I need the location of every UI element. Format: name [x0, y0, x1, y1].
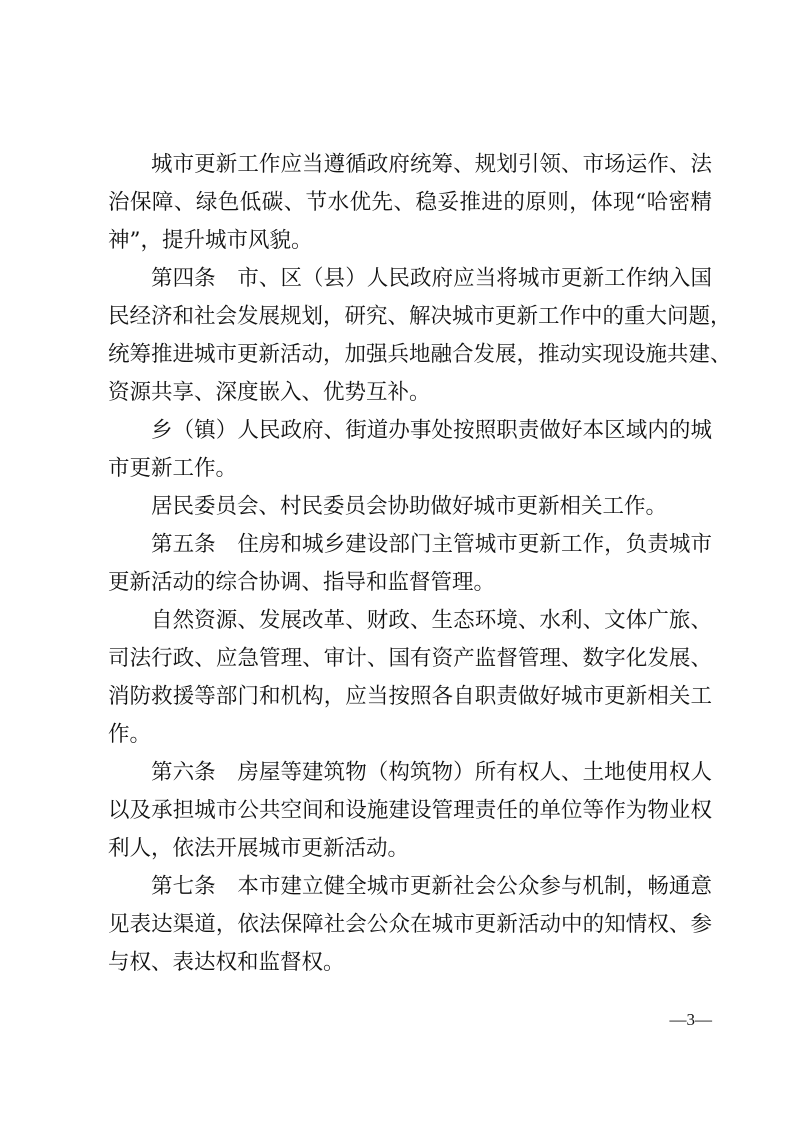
text-line: 与权、表达权和监督权。: [108, 950, 345, 975]
text-line: 第六条 房屋等建筑物（构筑物）所有权人、土地使用权人: [151, 760, 712, 785]
text-line: 第七条 本市建立健全城市更新社会公众参与机制，畅通意: [151, 874, 712, 899]
text-line: 作。: [108, 722, 152, 747]
text-line: 治保障、绿色低碳、节水优先、稳妥推进的原则，体现“哈密精: [108, 190, 712, 215]
paragraph: [108, 146, 712, 260]
paragraph: [108, 868, 712, 982]
text-line: 民经济和社会发展规划，研究、解决城市更新工作中的重大问题，: [108, 304, 732, 329]
document-body: [108, 146, 732, 982]
text-line: 第五条 住房和城乡建设部门主管城市更新工作，负责城市: [151, 532, 712, 557]
page-number: —3—: [669, 1010, 712, 1029]
text-line: 居民委员会、村民委员会协助做好城市更新相关工作。: [151, 494, 668, 519]
text-line: 资源共享、深度嵌入、优势互补。: [108, 380, 431, 405]
text-line: 城市更新工作应当遵循政府统筹、规划引领、市场运作、法: [151, 152, 712, 177]
paragraph: [108, 754, 712, 868]
text-line: 更新活动的综合协调、指导和监督管理。: [108, 570, 496, 595]
paragraph: [108, 260, 732, 412]
text-line: 见表达渠道，依法保障社会公众在城市更新活动中的知情权、参: [108, 912, 712, 937]
text-line: 统筹推进城市更新活动，加强兵地融合发展，推动实现设施共建、: [108, 342, 732, 367]
text-line: 市更新工作。: [108, 456, 238, 481]
paragraph: [108, 602, 712, 754]
text-line: 乡（镇）人民政府、街道办事处按照职责做好本区域内的城: [151, 418, 712, 443]
text-line: 自然资源、发展改革、财政、生态环境、水利、文体广旅、: [151, 608, 712, 633]
text-line: 神”，提升城市风貌。: [108, 228, 313, 253]
text-line: 利人，依法开展城市更新活动。: [108, 836, 410, 861]
paragraph: [108, 412, 712, 488]
paragraph: [108, 526, 712, 602]
text-line: 司法行政、应急管理、审计、国有资产监督管理、数字化发展、: [108, 646, 712, 671]
text-line: 第四条 市、区（县）人民政府应当将城市更新工作纳入国: [151, 266, 712, 291]
paragraph: [108, 488, 712, 526]
text-line: 以及承担城市公共空间和设施建设管理责任的单位等作为物业权: [108, 798, 712, 823]
text-line: 消防救援等部门和机构，应当按照各自职责做好城市更新相关工: [108, 684, 712, 709]
